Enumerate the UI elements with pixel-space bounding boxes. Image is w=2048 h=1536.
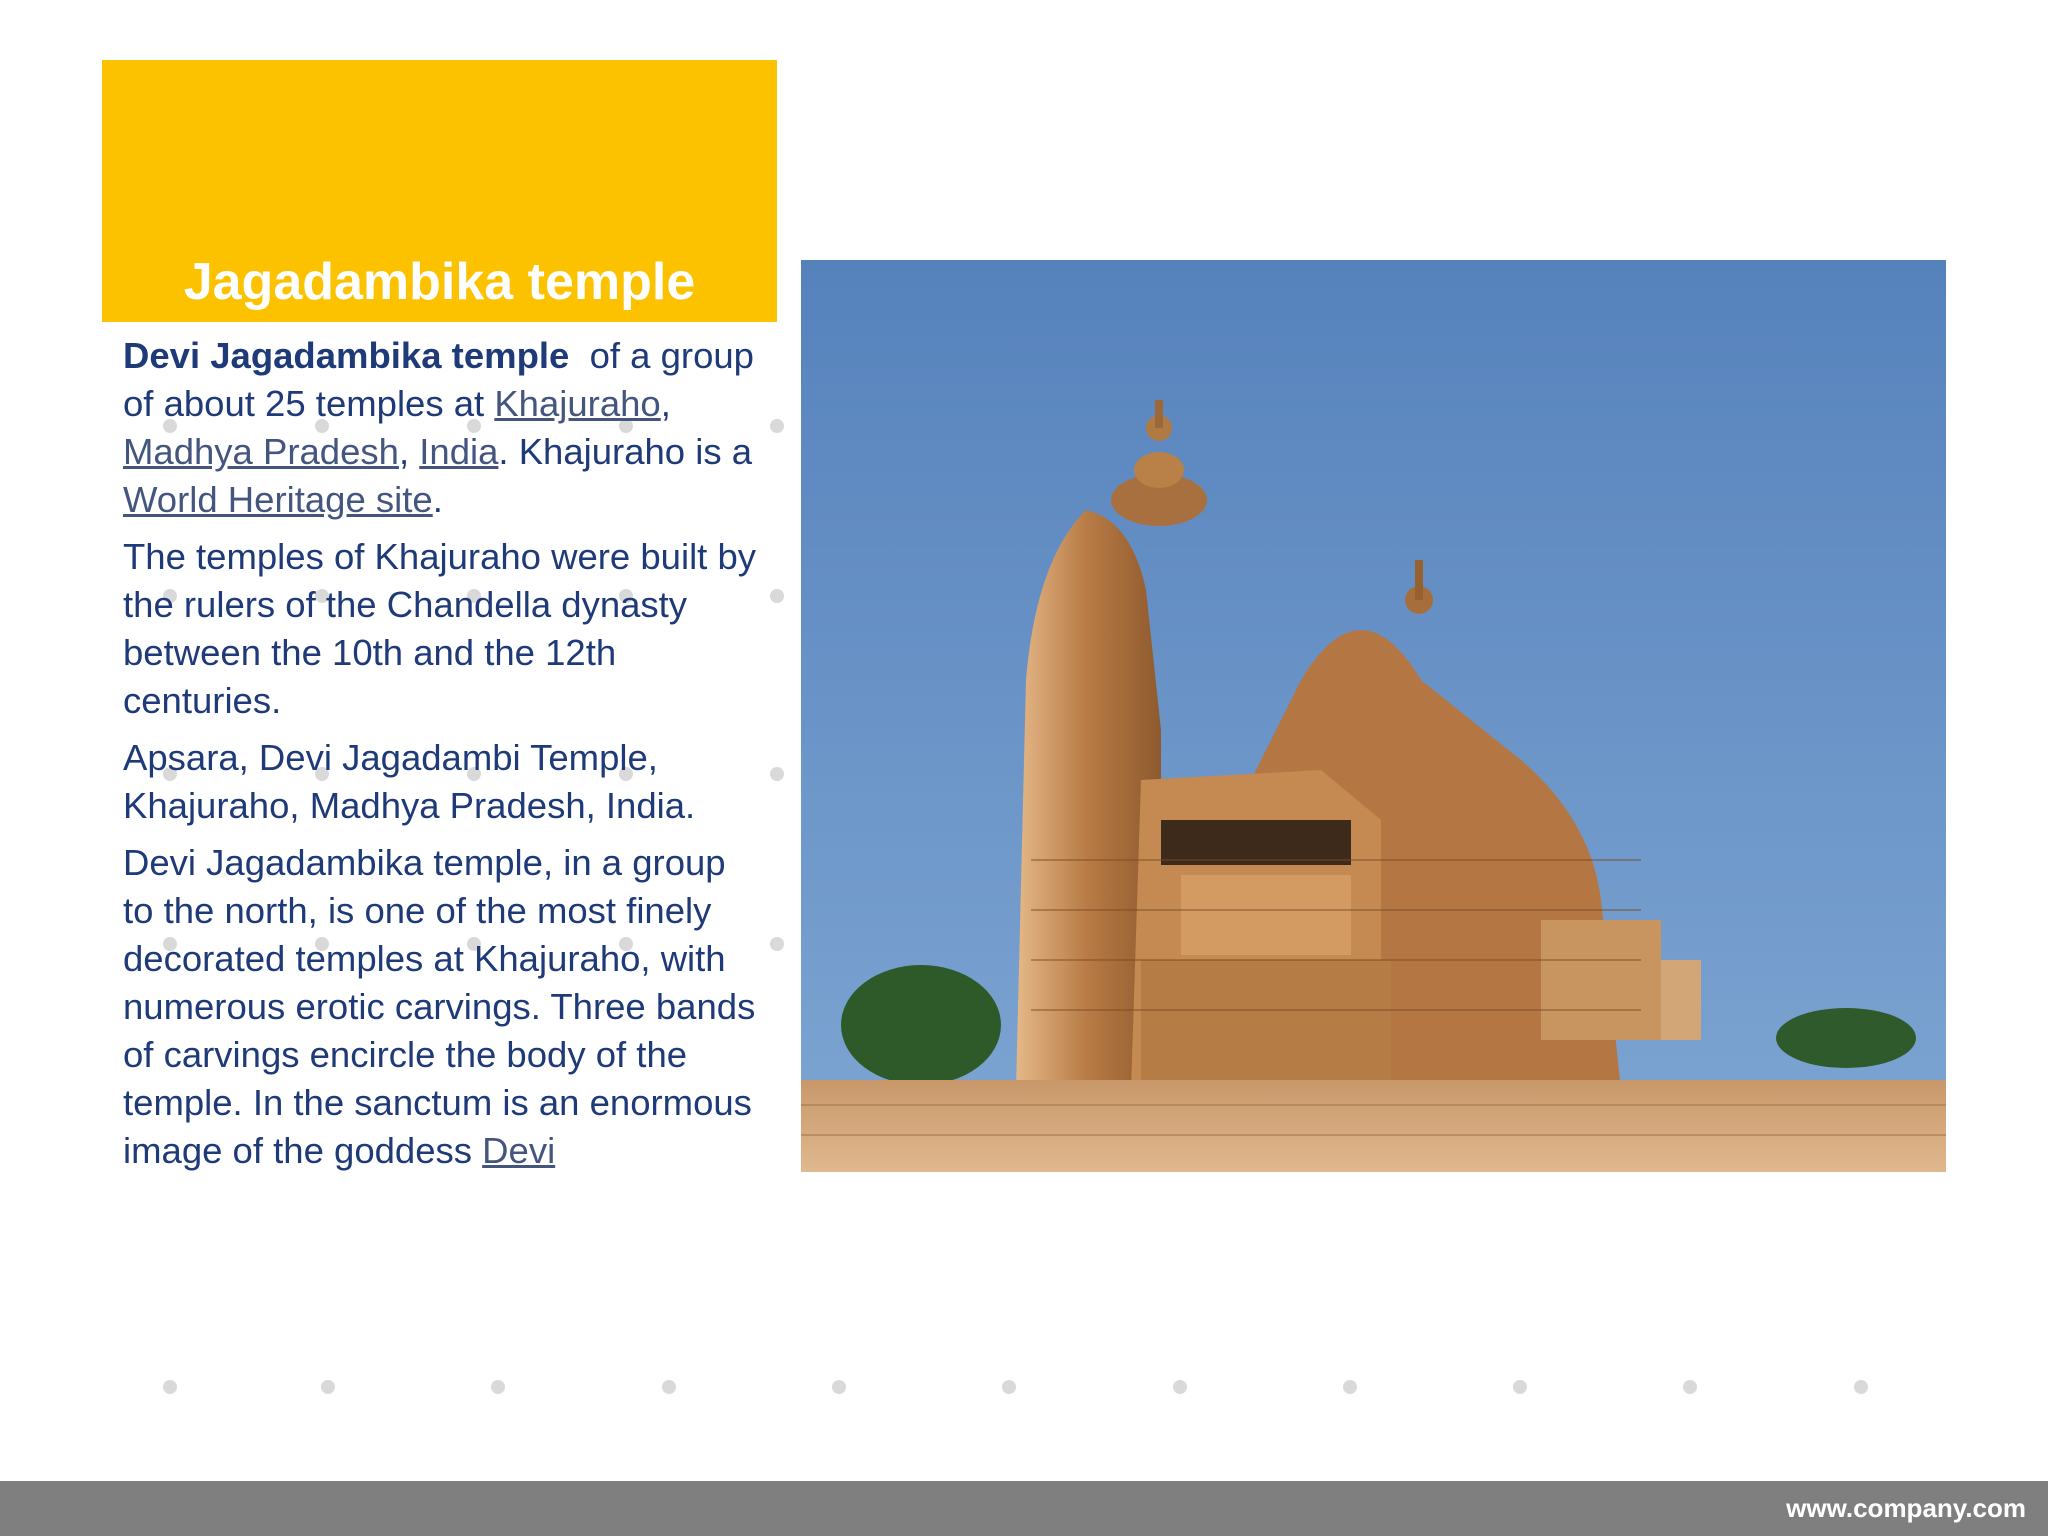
intro-sep-2: , <box>398 431 420 472</box>
paragraph-caption: Apsara, Devi Jagadambi Temple, Khajuraho, Madhya Pradesh, India. <box>123 737 696 826</box>
intro-text-b: . Khajuraho is a <box>498 431 753 472</box>
intro-text-a: of a group of about 25 temples at <box>123 335 765 424</box>
link-india[interactable]: India <box>419 431 499 472</box>
slide-title: Jagadambika temple <box>183 253 696 311</box>
body-text <box>123 332 763 1184</box>
link-madhya-pradesh[interactable]: Madhya Pradesh <box>123 431 399 472</box>
description-text: Devi Jagadambika temple, in a group to the north, is one of the most finely decorated temples at Khajuraho, with numerous erotic carvings. Three bands of carvings encircle the body of the temple. In the sanctum is an enormous image of the goddess <box>123 842 756 1171</box>
link-world-heritage-site[interactable]: World Heritage site <box>123 479 433 520</box>
bold-lead: Devi Jagadambika temple <box>123 335 570 376</box>
intro-text-c: . <box>432 479 443 520</box>
link-khajuraho[interactable]: Khajuraho <box>494 383 661 424</box>
footer-url[interactable]: www.company.com <box>1786 1493 2026 1523</box>
footer-bar <box>0 1481 2048 1536</box>
paragraph-history: The temples of Khajuraho were built by the rulers of the Chandella dynasty between the 10th and the 12th centuries. <box>123 536 757 721</box>
paragraph-intro <box>123 332 763 524</box>
title-box <box>102 60 777 322</box>
paragraph-description <box>123 839 763 1175</box>
intro-sep-1: , <box>660 383 671 424</box>
temple-photo <box>801 260 1946 1172</box>
link-devi[interactable]: Devi <box>482 1130 556 1171</box>
